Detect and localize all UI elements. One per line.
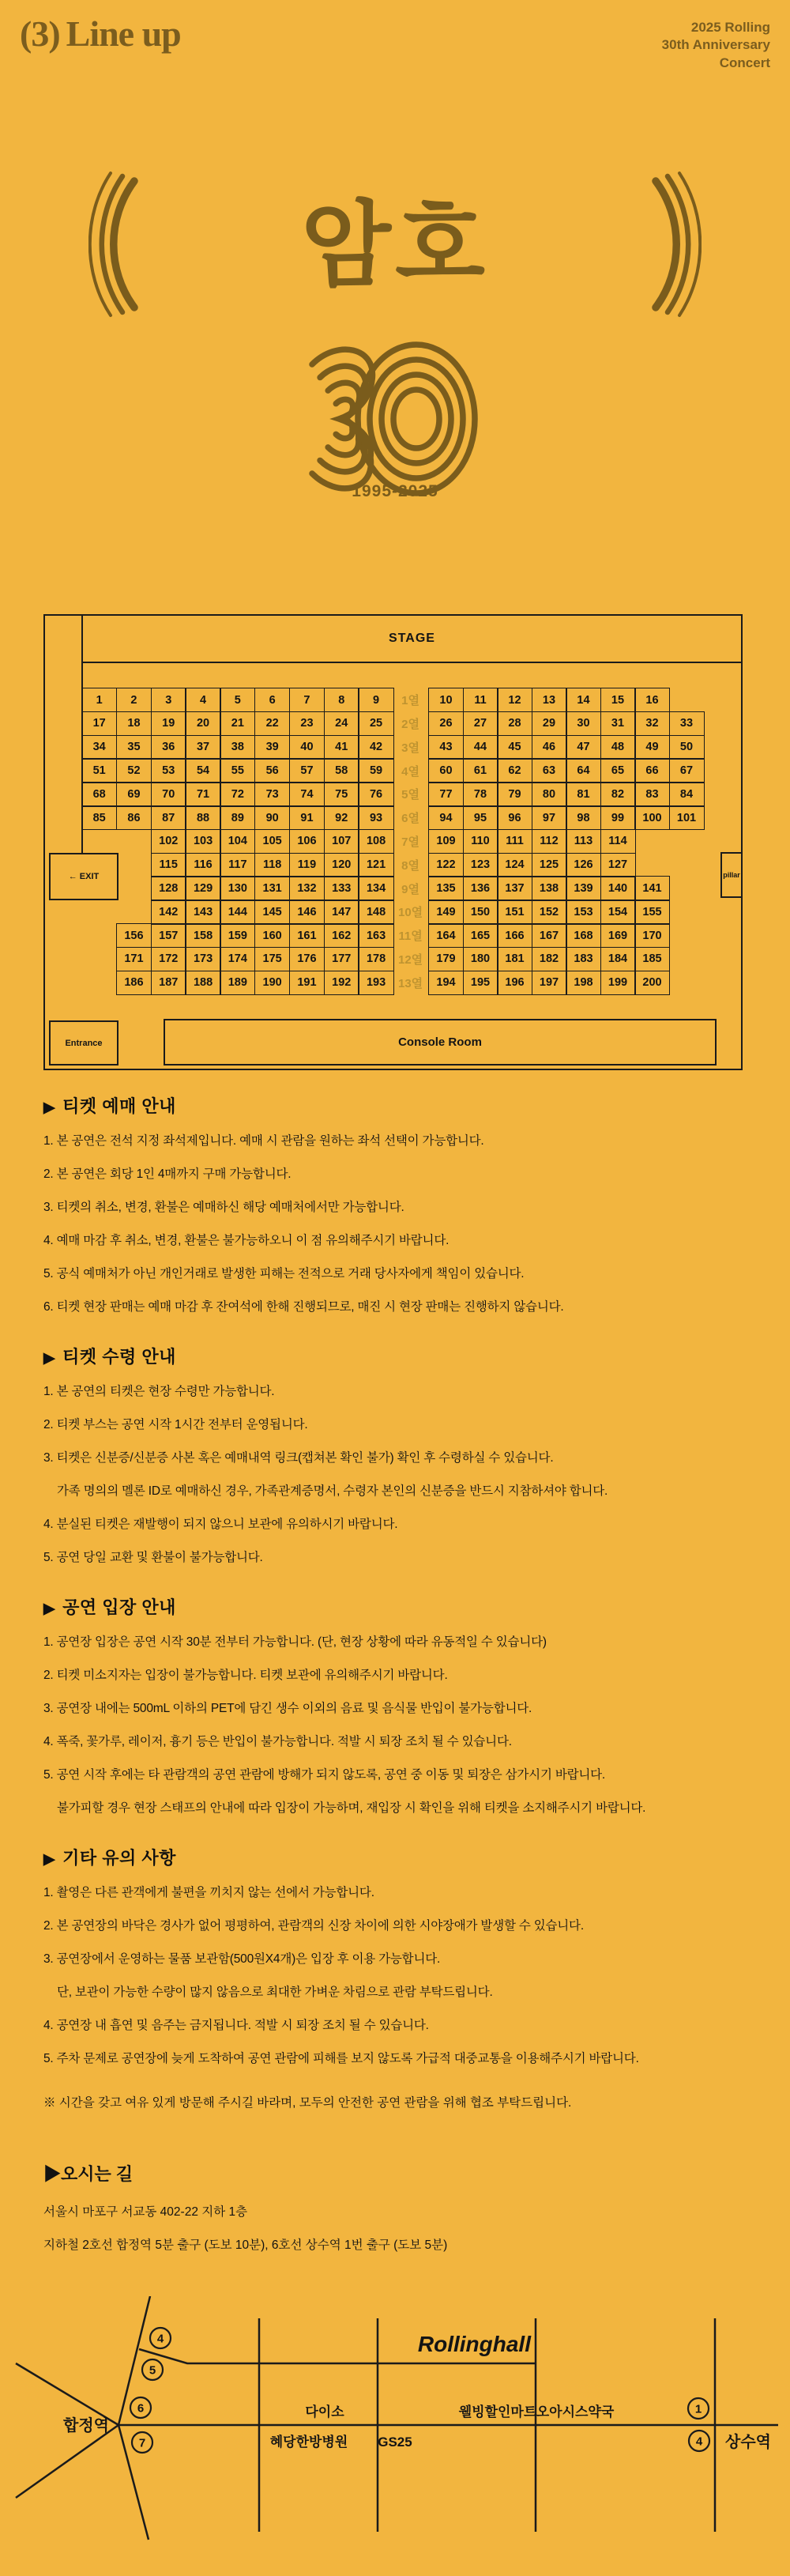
console-room-label: Console Room xyxy=(398,1035,482,1049)
stage-box xyxy=(81,614,743,663)
seat-115: 115 xyxy=(151,853,186,877)
safety-notice: ※ 시간을 갖고 여유 있게 방문해 주시길 바라며, 모두의 안전한 공연 관람을 위해 협조 부탁드립니다. xyxy=(43,2096,572,2110)
seat-68: 68 xyxy=(81,782,117,806)
seat-63: 63 xyxy=(532,758,567,783)
seat-148: 148 xyxy=(358,900,393,924)
seat-46: 46 xyxy=(532,735,567,760)
row-label-7: 7열 xyxy=(401,835,419,849)
seat-123: 123 xyxy=(463,853,498,877)
triangle-bullet-icon: ▶ xyxy=(43,2164,62,2184)
seat-23: 23 xyxy=(289,711,325,736)
seat-196: 196 xyxy=(497,971,532,995)
seat-156: 156 xyxy=(116,923,152,948)
seat-50: 50 xyxy=(669,735,705,760)
right-paren-decoration-icon xyxy=(641,171,702,318)
seat-5: 5 xyxy=(220,688,255,712)
seat-70: 70 xyxy=(151,782,186,806)
seat-146: 146 xyxy=(289,900,325,924)
event-title-line1: 2025 Rolling xyxy=(690,20,770,35)
seat-103: 103 xyxy=(185,829,220,854)
seat-161: 161 xyxy=(289,923,325,948)
seat-134: 134 xyxy=(358,876,393,900)
seat-12: 12 xyxy=(497,688,532,712)
oasis-pharmacy-label: 오아시스약국 xyxy=(536,2404,615,2419)
seat-8: 8 xyxy=(324,688,359,712)
seat-84: 84 xyxy=(669,782,705,806)
seat-30: 30 xyxy=(566,711,601,736)
seat-145: 145 xyxy=(254,900,290,924)
triangle-bullet-icon: ▶ xyxy=(43,1099,56,1116)
exit-box xyxy=(49,853,118,900)
info-item: 1. 본 공연의 티켓은 현장 수령만 가능합니다. xyxy=(43,1385,275,1398)
exit-6-number: 6 xyxy=(137,2401,145,2416)
seat-104: 104 xyxy=(220,829,255,854)
row-label-10: 10열 xyxy=(397,906,423,920)
row-label-12: 12열 xyxy=(397,952,423,967)
console-room-box xyxy=(164,1019,717,1065)
row-label-3: 3열 xyxy=(401,741,419,755)
seat-185: 185 xyxy=(634,947,670,971)
seat-136: 136 xyxy=(463,876,498,900)
daiso-label: 다이소 xyxy=(305,2404,344,2419)
seat-199: 199 xyxy=(600,971,636,995)
lineup-logo-text: Line up xyxy=(66,13,181,54)
info-item: 4. 폭죽, 꽃가루, 레이저, 흉기 등은 반입이 불가능합니다. 적발 시 퇴장 조치 될 수 있습니다. xyxy=(43,1735,512,1748)
seat-81: 81 xyxy=(566,782,601,806)
seat-176: 176 xyxy=(289,947,325,971)
junction-road-up xyxy=(118,2296,150,2425)
seat-17: 17 xyxy=(81,711,117,736)
seat-189: 189 xyxy=(220,971,255,995)
seat-122: 122 xyxy=(428,853,464,877)
hyedang-hospital-label: 혜당한방병원 xyxy=(269,2435,348,2450)
entrance-label: Entrance xyxy=(65,1038,103,1048)
seat-200: 200 xyxy=(634,971,670,995)
seat-16: 16 xyxy=(634,688,670,712)
row-label-8: 8열 xyxy=(401,858,419,873)
seat-172: 172 xyxy=(151,947,186,971)
venue-name-label: Rollinghall xyxy=(417,2332,531,2356)
row-label-1: 1열 xyxy=(401,694,419,708)
section-heading: ▶ 공연 입장 안내 xyxy=(43,1597,176,1617)
seat-195: 195 xyxy=(463,971,498,995)
stage-label: STAGE xyxy=(389,632,435,645)
event-title-line3: Concert xyxy=(719,55,770,70)
info-item: 4. 분실된 티켓은 재발행이 되지 않으니 보관에 유의하시기 바랍니다. xyxy=(43,1518,398,1531)
seat-40: 40 xyxy=(289,735,325,760)
info-item: 1. 촬영은 다른 관객에게 불편을 끼치지 않는 선에서 가능합니다. xyxy=(43,1886,374,1899)
seat-117: 117 xyxy=(220,853,255,877)
seat-97: 97 xyxy=(532,805,567,830)
seat-186: 186 xyxy=(116,971,152,995)
seat-75: 75 xyxy=(324,782,359,806)
info-item: 6. 티켓 현장 판매는 예매 마감 후 잔여석에 한해 진행되므로, 매진 시 현장 판매는 진행하지 않습니다. xyxy=(43,1300,564,1314)
exit-5-number: 5 xyxy=(149,2363,156,2378)
seat-131: 131 xyxy=(254,876,290,900)
seat-55: 55 xyxy=(220,758,255,783)
seat-164: 164 xyxy=(428,923,464,948)
info-item: 4. 공연장 내 흡연 및 음주는 금지됩니다. 적발 시 퇴장 조치 될 수 있습니다. xyxy=(43,2019,429,2032)
seat-74: 74 xyxy=(289,782,325,806)
seat-47: 47 xyxy=(566,735,601,760)
event-title xyxy=(662,19,770,72)
seat-107: 107 xyxy=(324,829,359,854)
seat-21: 21 xyxy=(220,711,255,736)
info-item: 3. 티켓의 취소, 변경, 환불은 예매하신 해당 예매처에서만 가능합니다. xyxy=(43,1201,404,1214)
seat-119: 119 xyxy=(289,853,325,877)
section-heading: ▶ 티켓 예매 안내 xyxy=(43,1096,176,1116)
info-section-1 xyxy=(43,1093,754,1315)
seat-141: 141 xyxy=(634,876,670,900)
seat-181: 181 xyxy=(497,947,532,971)
seat-124: 124 xyxy=(497,853,532,877)
seat-157: 157 xyxy=(151,923,186,948)
seat-170: 170 xyxy=(634,923,670,948)
seat-37: 37 xyxy=(185,735,220,760)
pillar-box xyxy=(720,852,743,898)
seat-52: 52 xyxy=(116,758,152,783)
seat-33: 33 xyxy=(669,711,705,736)
seat-173: 173 xyxy=(185,947,220,971)
seat-197: 197 xyxy=(532,971,567,995)
seat-26: 26 xyxy=(428,711,464,736)
lineup-logo xyxy=(20,13,181,55)
subway-directions: 지하철 2호선 합정역 5분 출구 (도보 10분), 6호선 상수역 1번 출구 (도보 5분) xyxy=(43,2238,448,2252)
seat-59: 59 xyxy=(358,758,393,783)
seat-179: 179 xyxy=(428,947,464,971)
seat-25: 25 xyxy=(358,711,393,736)
seat-32: 32 xyxy=(634,711,670,736)
seat-121: 121 xyxy=(358,853,393,877)
seat-19: 19 xyxy=(151,711,186,736)
seat-106: 106 xyxy=(289,829,325,854)
seat-94: 94 xyxy=(428,805,464,830)
triangle-bullet-icon: ▶ xyxy=(43,1851,56,1868)
section-heading: ▶ 기타 유의 사항 xyxy=(43,1848,176,1868)
info-item: 3. 공연장에서 운영하는 물품 보관함(500원X4개)은 입장 후 이용 가능합니다. xyxy=(43,1952,441,1966)
seat-20: 20 xyxy=(185,711,220,736)
info-item: 5. 공연 당일 교환 및 환불이 불가능합니다. xyxy=(43,1551,263,1564)
seat-198: 198 xyxy=(566,971,601,995)
seat-138: 138 xyxy=(532,876,567,900)
seat-114: 114 xyxy=(600,829,636,854)
triangle-bullet-icon: ▶ xyxy=(43,1350,56,1367)
seat-39: 39 xyxy=(254,735,290,760)
info-item: 2. 티켓 부스는 공연 시작 1시간 전부터 운영됩니다. xyxy=(43,1418,308,1431)
anniversary-years: 1995-2025 xyxy=(352,482,438,500)
seat-100: 100 xyxy=(634,805,670,830)
seat-41: 41 xyxy=(324,735,359,760)
seat-77: 77 xyxy=(428,782,464,806)
seat-102: 102 xyxy=(151,829,186,854)
seat-129: 129 xyxy=(185,876,220,900)
seat-167: 167 xyxy=(532,923,567,948)
seat-120: 120 xyxy=(324,853,359,877)
row-label-13: 13열 xyxy=(397,976,423,990)
seat-101: 101 xyxy=(669,805,705,830)
info-item: 단, 보관이 가능한 수량이 많지 않음으로 최대한 가벼운 차림으로 관람 부탁드립니다. xyxy=(57,1986,493,1999)
seat-80: 80 xyxy=(532,782,567,806)
seat-158: 158 xyxy=(185,923,220,948)
seat-2: 2 xyxy=(116,688,152,712)
seat-190: 190 xyxy=(254,971,290,995)
seat-42: 42 xyxy=(358,735,393,760)
info-section-4 xyxy=(43,1845,754,2067)
seat-78: 78 xyxy=(463,782,498,806)
venue-address: 서울시 마포구 서교동 402-22 지하 1층 xyxy=(43,2205,248,2219)
event-title-line2: 30th Anniversary xyxy=(661,37,770,53)
page-title: 암호 xyxy=(301,194,489,298)
seat-169: 169 xyxy=(600,923,636,948)
seat-168: 168 xyxy=(566,923,601,948)
seat-92: 92 xyxy=(324,805,359,830)
seat-93: 93 xyxy=(358,805,393,830)
seat-15: 15 xyxy=(600,688,636,712)
seat-58: 58 xyxy=(324,758,359,783)
seat-91: 91 xyxy=(289,805,325,830)
seat-53: 53 xyxy=(151,758,186,783)
seat-155: 155 xyxy=(634,900,670,924)
seat-177: 177 xyxy=(324,947,359,971)
seat-150: 150 xyxy=(463,900,498,924)
seat-24: 24 xyxy=(324,711,359,736)
seat-22: 22 xyxy=(254,711,290,736)
seat-128: 128 xyxy=(151,876,186,900)
seat-174: 174 xyxy=(220,947,255,971)
seat-48: 48 xyxy=(600,735,636,760)
seat-116: 116 xyxy=(185,853,220,877)
seat-14: 14 xyxy=(566,688,601,712)
info-item: 4. 예매 마감 후 취소, 변경, 환불은 불가능하오니 이 점 유의해주시기 바랍니다. xyxy=(43,1234,450,1247)
seat-64: 64 xyxy=(566,758,601,783)
seat-60: 60 xyxy=(428,758,464,783)
seat-44: 44 xyxy=(463,735,498,760)
seat-133: 133 xyxy=(324,876,359,900)
seat-130: 130 xyxy=(220,876,255,900)
seat-112: 112 xyxy=(532,829,567,854)
seat-143: 143 xyxy=(185,900,220,924)
seat-159: 159 xyxy=(220,923,255,948)
seat-98: 98 xyxy=(566,805,601,830)
hapjeong-station-label: 합정역 xyxy=(63,2417,109,2435)
seat-151: 151 xyxy=(497,900,532,924)
info-sections xyxy=(43,1093,754,2271)
row-label-11: 11열 xyxy=(398,930,423,944)
seat-153: 153 xyxy=(566,900,601,924)
seat-127: 127 xyxy=(600,853,636,877)
info-item: 2. 티켓 미소지자는 입장이 불가능합니다. 티켓 보관에 유의해주시기 바랍니다. xyxy=(43,1669,448,1682)
wellbeing-mart-label: 웰빙할인마트 xyxy=(458,2404,537,2419)
seat-56: 56 xyxy=(254,758,290,783)
seat-142: 142 xyxy=(151,900,186,924)
row-label-2: 2열 xyxy=(401,717,419,731)
info-item: 5. 주차 문제로 공연장에 늦게 도착하여 공연 관람에 피해를 보지 않도록 가급적 대중교통을 이용해주시기 바랍니다. xyxy=(43,2052,639,2065)
seat-83: 83 xyxy=(634,782,670,806)
seat-13: 13 xyxy=(532,688,567,712)
seat-182: 182 xyxy=(532,947,567,971)
seat-144: 144 xyxy=(220,900,255,924)
seat-192: 192 xyxy=(324,971,359,995)
seat-34: 34 xyxy=(81,735,117,760)
seat-87: 87 xyxy=(151,805,186,830)
seat-95: 95 xyxy=(463,805,498,830)
gs25-label: GS25 xyxy=(378,2435,412,2450)
seat-135: 135 xyxy=(428,876,464,900)
row-label-5: 5열 xyxy=(401,788,419,802)
seat-73: 73 xyxy=(254,782,290,806)
seat-147: 147 xyxy=(324,900,359,924)
seat-166: 166 xyxy=(497,923,532,948)
seat-31: 31 xyxy=(600,711,636,736)
seat-171: 171 xyxy=(116,947,152,971)
seat-69: 69 xyxy=(116,782,152,806)
section-heading: ▶ 티켓 수령 안내 xyxy=(43,1347,176,1367)
seat-45: 45 xyxy=(497,735,532,760)
info-item: 3. 공연장 내에는 500mL 이하의 PET에 담긴 생수 이외의 음료 및 음식물 반입이 불가능합니다. xyxy=(43,1702,532,1715)
venue-street-map xyxy=(0,2296,790,2576)
row-label-4: 4열 xyxy=(401,764,419,779)
seat-109: 109 xyxy=(428,829,464,854)
exit-label: ← EXIT xyxy=(68,872,100,881)
seat-4: 4 xyxy=(185,688,220,712)
info-item: 2. 본 공연장의 바닥은 경사가 없어 평평하여, 관람객의 신장 차이에 의한 시야장애가 발생할 수 있습니다. xyxy=(43,1919,584,1933)
seat-62: 62 xyxy=(497,758,532,783)
seat-140: 140 xyxy=(600,876,636,900)
directions-title: 오시는 길 xyxy=(61,2164,134,2184)
info-item: 불가피할 경우 현장 스태프의 안내에 따라 입장이 가능하며, 재입장 시 확인을 위해 티켓을 소지해주시기 바랍니다. xyxy=(57,1801,646,1815)
seat-28: 28 xyxy=(497,711,532,736)
seat-71: 71 xyxy=(185,782,220,806)
seat-108: 108 xyxy=(358,829,393,854)
30th-anniversary-logo-icon xyxy=(304,341,486,496)
pillar-label: pillar xyxy=(723,871,740,879)
row-label-9: 9열 xyxy=(401,882,419,896)
seat-3: 3 xyxy=(151,688,186,712)
seat-11: 11 xyxy=(463,688,498,712)
directions-section xyxy=(43,2161,754,2254)
seat-35: 35 xyxy=(116,735,152,760)
sangsu-station-label: 상수역 xyxy=(725,2434,771,2451)
seat-88: 88 xyxy=(185,805,220,830)
seat-67: 67 xyxy=(669,758,705,783)
seat-105: 105 xyxy=(254,829,290,854)
seat-110: 110 xyxy=(463,829,498,854)
junction-road-upleft xyxy=(16,2363,118,2425)
seat-113: 113 xyxy=(566,829,601,854)
info-item: 5. 공연 시작 후에는 타 관람객의 공연 관람에 방해가 되지 않도록, 공연 중 이동 및 퇴장은 삼가시기 바랍니다. xyxy=(43,1768,606,1782)
info-item: 1. 본 공연은 전석 지정 좌석제입니다. 예매 시 관람을 원하는 좌석 선택이 가능합니다. xyxy=(43,1134,484,1148)
seat-152: 152 xyxy=(532,900,567,924)
seat-160: 160 xyxy=(254,923,290,948)
seat-154: 154 xyxy=(600,900,636,924)
seat-6: 6 xyxy=(254,688,290,712)
seat-72: 72 xyxy=(220,782,255,806)
seat-82: 82 xyxy=(600,782,636,806)
seat-51: 51 xyxy=(81,758,117,783)
seat-188: 188 xyxy=(185,971,220,995)
seat-49: 49 xyxy=(634,735,670,760)
seat-65: 65 xyxy=(600,758,636,783)
seat-76: 76 xyxy=(358,782,393,806)
seat-118: 118 xyxy=(254,853,290,877)
junction-road-downleft xyxy=(16,2425,118,2498)
seat-111: 111 xyxy=(497,829,532,854)
seat-149: 149 xyxy=(428,900,464,924)
seat-43: 43 xyxy=(428,735,464,760)
seat-175: 175 xyxy=(254,947,290,971)
seat-178: 178 xyxy=(358,947,393,971)
seat-126: 126 xyxy=(566,853,601,877)
seat-7: 7 xyxy=(289,688,325,712)
seat-57: 57 xyxy=(289,758,325,783)
seat-180: 180 xyxy=(463,947,498,971)
seat-183: 183 xyxy=(566,947,601,971)
seat-90: 90 xyxy=(254,805,290,830)
exit-4-number: 4 xyxy=(156,2332,164,2346)
info-item: 3. 티켓은 신분증/신분증 사본 혹은 예매내역 링크(캡쳐본 확인 불가) 확인 후 수령하실 수 있습니다. xyxy=(43,1451,554,1465)
seat-1: 1 xyxy=(81,688,117,712)
seat-193: 193 xyxy=(358,971,393,995)
seat-184: 184 xyxy=(600,947,636,971)
info-item: 1. 공연장 입장은 공연 시작 30분 전부터 가능합니다. (단, 현장 상황에 따라 유동적일 수 있습니다) xyxy=(43,1635,547,1649)
seat-66: 66 xyxy=(634,758,670,783)
triangle-bullet-icon: ▶ xyxy=(43,1601,56,1617)
seat-9: 9 xyxy=(358,688,393,712)
seat-29: 29 xyxy=(532,711,567,736)
seat-27: 27 xyxy=(463,711,498,736)
seat-139: 139 xyxy=(566,876,601,900)
exit-4b-number: 4 xyxy=(695,2435,703,2449)
seat-163: 163 xyxy=(358,923,393,948)
seat-54: 54 xyxy=(185,758,220,783)
seat-89: 89 xyxy=(220,805,255,830)
seat-96: 96 xyxy=(497,805,532,830)
seat-86: 86 xyxy=(116,805,152,830)
seat-99: 99 xyxy=(600,805,636,830)
seat-61: 61 xyxy=(463,758,498,783)
lineup-logo-mark: (3) xyxy=(20,13,60,54)
seat-10: 10 xyxy=(428,688,464,712)
seat-36: 36 xyxy=(151,735,186,760)
exit-1-number: 1 xyxy=(694,2402,702,2416)
seat-165: 165 xyxy=(463,923,498,948)
seat-85: 85 xyxy=(81,805,117,830)
info-item: 5. 공식 예매처가 아닌 개인거래로 발생한 피해는 전적으로 거래 당사자에게 책임이 있습니다. xyxy=(43,1267,525,1280)
info-section-3 xyxy=(43,1594,754,1816)
seat-137: 137 xyxy=(497,876,532,900)
seat-191: 191 xyxy=(289,971,325,995)
seat-18: 18 xyxy=(116,711,152,736)
info-item: 가족 명의의 멜론 ID로 예매하신 경우, 가족관계증명서, 수령자 본인의 신분증을 반드시 지참하셔야 합니다. xyxy=(57,1484,608,1498)
directions-heading xyxy=(43,2161,754,2186)
info-item: 2. 본 공연은 회당 1인 4매까지 구매 가능합니다. xyxy=(43,1167,292,1181)
seating-chart xyxy=(43,614,743,1070)
seat-125: 125 xyxy=(532,853,567,877)
seat-162: 162 xyxy=(324,923,359,948)
row-label-6: 6열 xyxy=(401,812,419,826)
seat-187: 187 xyxy=(151,971,186,995)
seat-194: 194 xyxy=(428,971,464,995)
seat-79: 79 xyxy=(497,782,532,806)
entrance-box xyxy=(49,1020,118,1065)
exit-7-number: 7 xyxy=(138,2436,146,2450)
seat-38: 38 xyxy=(220,735,255,760)
info-section-2 xyxy=(43,1344,754,1566)
seat-132: 132 xyxy=(289,876,325,900)
